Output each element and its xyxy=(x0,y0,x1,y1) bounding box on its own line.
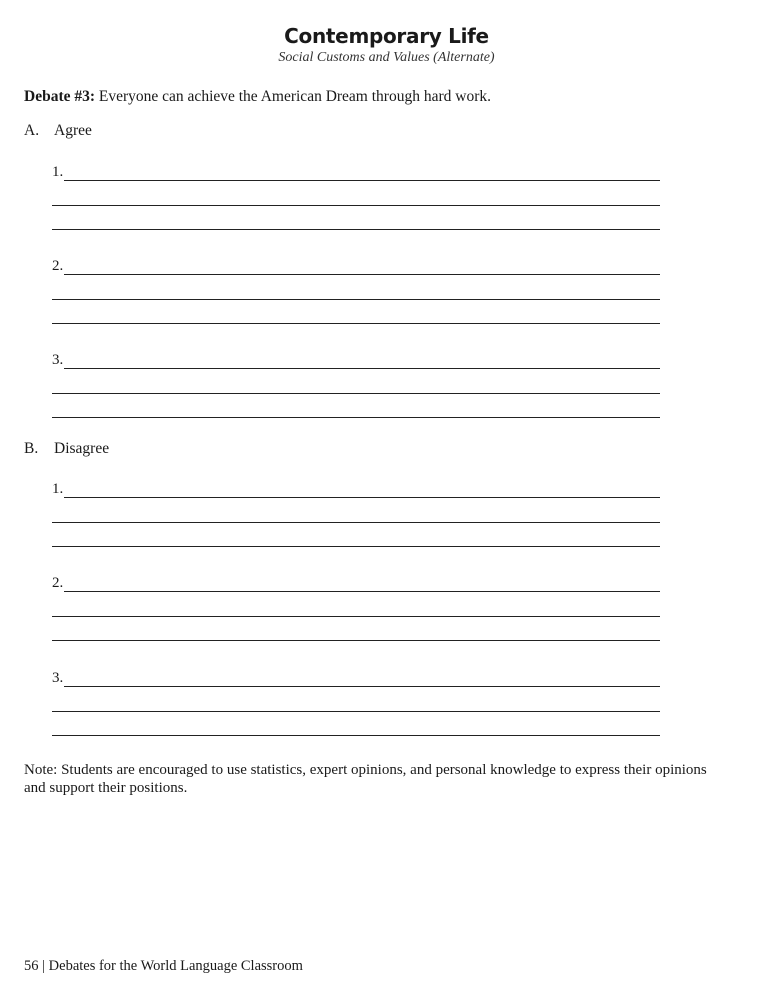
item-number: 3. xyxy=(52,670,64,686)
answer-line[interactable] xyxy=(52,205,660,206)
item-number: 1. xyxy=(52,481,64,497)
section-label: Agree xyxy=(54,122,92,139)
debate-statement: Everyone can achieve the American Dream through hard work. xyxy=(98,88,491,105)
page-subtitle: Social Customs and Values (Alternate) xyxy=(278,50,495,65)
answer-line[interactable] xyxy=(52,299,660,300)
answer-line[interactable] xyxy=(52,546,660,547)
page-footer xyxy=(24,958,303,975)
item-number: 3. xyxy=(52,352,64,368)
answer-line[interactable] xyxy=(52,229,660,230)
debate-label: Debate #3: xyxy=(24,88,96,105)
item-number: 2. xyxy=(52,575,64,591)
section-letter: A. xyxy=(24,122,40,139)
section-label: Disagree xyxy=(54,440,110,457)
answer-line[interactable] xyxy=(52,274,660,275)
answer-line[interactable] xyxy=(52,417,660,418)
section-letter: B. xyxy=(24,440,39,457)
note-text: Note: Students are encouraged to use statistics, expert opinions, and personal knowledge to express their opinions and support their positions. xyxy=(24,762,707,796)
answer-line[interactable] xyxy=(52,393,660,394)
debate-prompt xyxy=(24,88,491,106)
footer-separator: | xyxy=(42,958,46,974)
section-disagree-heading xyxy=(24,440,109,458)
answer-line[interactable] xyxy=(52,180,660,181)
page-number: 56 xyxy=(24,958,39,974)
answer-line[interactable] xyxy=(52,323,660,324)
answer-line[interactable] xyxy=(52,735,660,736)
section-agree-heading xyxy=(24,122,92,140)
answer-line[interactable] xyxy=(52,616,660,617)
answer-line[interactable] xyxy=(52,522,660,523)
item-number: 2. xyxy=(52,258,64,274)
answer-line[interactable] xyxy=(52,686,660,687)
answer-line[interactable] xyxy=(52,711,660,712)
answer-line[interactable] xyxy=(52,368,660,369)
item-number: 1. xyxy=(52,164,64,180)
answer-line[interactable] xyxy=(52,497,660,498)
answer-line[interactable] xyxy=(52,591,660,592)
page-title: Contemporary Life xyxy=(284,24,489,48)
book-title: Debates for the World Language Classroom xyxy=(48,958,303,974)
answer-line[interactable] xyxy=(52,640,660,641)
